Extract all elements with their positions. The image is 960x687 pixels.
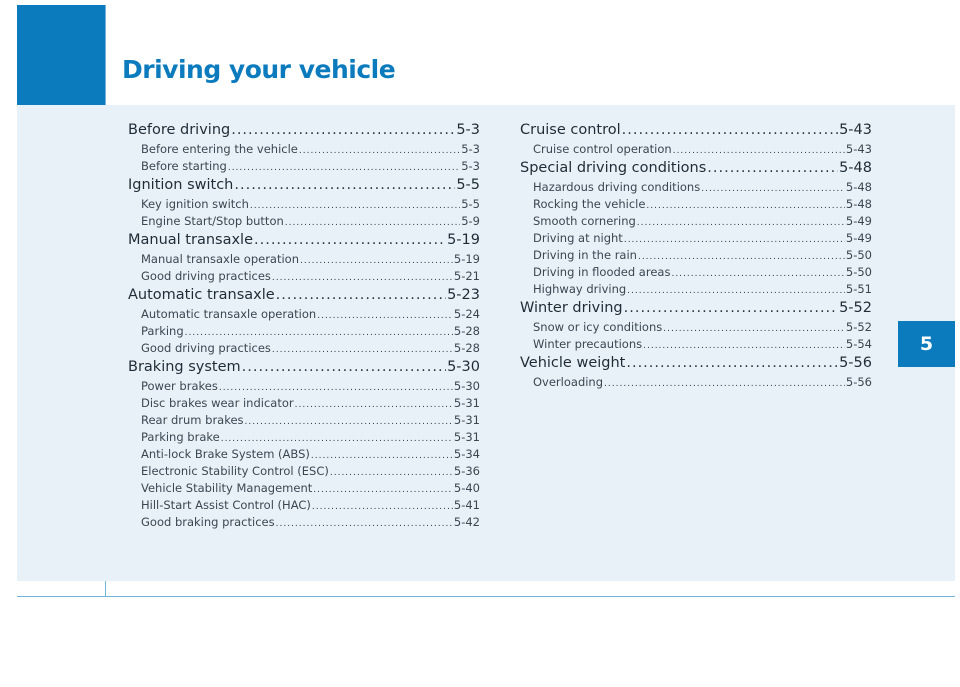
toc-entry-title: Before starting — [141, 159, 227, 173]
toc-entry-title: Engine Start/Stop button — [141, 214, 284, 228]
toc-entry-title: Overloading — [533, 375, 604, 389]
toc-entry-page: 5-41 — [453, 498, 480, 512]
toc-entry-title: Before entering the vehicle — [141, 142, 298, 156]
toc-entry-page: 5-34 — [453, 447, 480, 461]
toc-entry-page: 5-48 — [839, 160, 872, 176]
dot-leader — [626, 353, 838, 374]
toc-section-manual-transaxle[interactable] — [128, 230, 480, 251]
dot-leader — [312, 499, 453, 514]
toc-entry-title: Hill-Start Assist Control (HAC) — [141, 498, 311, 512]
dot-leader — [272, 270, 453, 285]
toc-section-ignition-switch[interactable] — [128, 175, 480, 196]
toc-entry-title: Good braking practices — [141, 515, 275, 529]
toc-entry-page: 5-49 — [845, 214, 872, 228]
toc-entry-page: 5-28 — [453, 324, 480, 338]
toc-item-good-driving-practices[interactable] — [128, 340, 480, 357]
toc-item-hazardous-driving-conditions[interactable] — [520, 179, 872, 196]
dot-leader — [242, 357, 446, 378]
toc-entry-page: 5-21 — [453, 269, 480, 283]
toc-item-overloading[interactable] — [520, 374, 872, 391]
toc-item-before-entering-the-vehicle[interactable] — [128, 141, 480, 158]
toc-item-rear-drum-brakes[interactable] — [128, 412, 480, 429]
toc-entry-page: 5-5 — [461, 197, 480, 211]
toc-entry-page: 5-56 — [845, 375, 872, 389]
dot-leader — [701, 181, 845, 196]
dot-leader — [219, 380, 453, 395]
toc-entry-title: Automatic transaxle operation — [141, 307, 317, 321]
toc-entry-page: 5-48 — [845, 197, 872, 211]
toc-item-driving-in-the-rain[interactable] — [520, 247, 872, 264]
toc-item-electronic-stability-control-esc[interactable] — [128, 463, 480, 480]
toc-entry-page: 5-9 — [461, 214, 480, 228]
toc-entry-page: 5-3 — [456, 122, 480, 138]
dot-leader — [673, 143, 845, 158]
horizontal-rule — [17, 596, 955, 597]
header-color-block — [17, 5, 106, 105]
toc-entry-title: Electronic Stability Control (ESC) — [141, 464, 329, 478]
toc-entry-title: Good driving practices — [141, 269, 271, 283]
dot-leader — [234, 175, 455, 196]
dot-leader — [671, 266, 844, 281]
dot-leader — [250, 198, 460, 213]
toc-entry-page: 5-48 — [845, 180, 872, 194]
dot-leader — [643, 338, 845, 353]
toc-item-anti-lock-brake-system-abs[interactable] — [128, 446, 480, 463]
dot-leader — [272, 342, 453, 357]
toc-entry-title: Driving in the rain — [533, 248, 637, 262]
toc-entry-page: 5-3 — [461, 142, 480, 156]
dot-leader — [646, 198, 844, 213]
toc-entry-page: 5-43 — [839, 122, 872, 138]
toc-entry-page: 5-19 — [447, 232, 480, 248]
toc-entry-page: 5-51 — [845, 282, 872, 296]
toc-item-driving-in-flooded-areas[interactable] — [520, 264, 872, 281]
toc-column-right — [520, 120, 872, 391]
toc-entry-page: 5-52 — [839, 300, 872, 316]
dot-leader — [231, 120, 455, 141]
toc-entry-title: Winter driving — [520, 300, 623, 316]
dot-leader — [317, 308, 453, 323]
toc-entry-page: 5-31 — [453, 413, 480, 427]
toc-item-highway-driving[interactable] — [520, 281, 872, 298]
toc-entry-title: Vehicle weight — [520, 355, 626, 371]
toc-item-cruise-control-operation[interactable] — [520, 141, 872, 158]
toc-item-parking-brake[interactable] — [128, 429, 480, 446]
toc-item-automatic-transaxle-operation[interactable] — [128, 306, 480, 323]
toc-entry-title: Cruise control — [520, 122, 621, 138]
dot-leader — [707, 158, 838, 179]
toc-entry-page: 5-42 — [453, 515, 480, 529]
dot-leader — [285, 215, 460, 230]
toc-entry-page: 5-40 — [453, 481, 480, 495]
toc-item-parking[interactable] — [128, 323, 480, 340]
toc-item-before-starting[interactable] — [128, 158, 480, 175]
toc-entry-page: 5-24 — [453, 307, 480, 321]
toc-entry-page: 5-19 — [453, 252, 480, 266]
toc-entry-title: Good driving practices — [141, 341, 271, 355]
toc-section-before-driving[interactable] — [128, 120, 480, 141]
toc-entry-title: Power brakes — [141, 379, 218, 393]
dot-leader — [221, 431, 453, 446]
toc-entry-title: Special driving conditions — [520, 160, 707, 176]
toc-entry-title: Cruise control operation — [533, 142, 672, 156]
dot-leader — [663, 321, 845, 336]
dot-leader — [300, 253, 453, 268]
toc-item-manual-transaxle-operation[interactable] — [128, 251, 480, 268]
toc-item-driving-at-night[interactable] — [520, 230, 872, 247]
dot-leader — [627, 283, 845, 298]
toc-section-winter-driving[interactable] — [520, 298, 872, 319]
toc-entry-page: 5-5 — [456, 177, 480, 193]
toc-entry-page: 5-43 — [845, 142, 872, 156]
toc-section-cruise-control[interactable] — [520, 120, 872, 141]
chapter-tab[interactable]: 5 — [898, 321, 955, 367]
toc-item-snow-or-icy-conditions[interactable] — [520, 319, 872, 336]
toc-entry-title: Hazardous driving conditions — [533, 180, 701, 194]
toc-entry-title: Key ignition switch — [141, 197, 249, 211]
toc-section-vehicle-weight[interactable] — [520, 353, 872, 374]
toc-section-braking-system[interactable] — [128, 357, 480, 378]
toc-entry-title: Winter precautions — [533, 337, 643, 351]
toc-entry-title: Parking — [141, 324, 184, 338]
toc-entry-page: 5-50 — [845, 265, 872, 279]
toc-entry-title: Highway driving — [533, 282, 627, 296]
toc-item-winter-precautions[interactable] — [520, 336, 872, 353]
toc-entry-page: 5-54 — [845, 337, 872, 351]
toc-item-hill-start-assist-control-hac[interactable] — [128, 497, 480, 514]
toc-item-key-ignition-switch[interactable] — [128, 196, 480, 213]
toc-entry-title: Rear drum brakes — [141, 413, 244, 427]
toc-entry-page: 5-52 — [845, 320, 872, 334]
dot-leader — [299, 143, 460, 158]
toc-entry-title: Manual transaxle — [128, 232, 253, 248]
toc-entry-title: Ignition switch — [128, 177, 234, 193]
toc-item-good-driving-practices[interactable] — [128, 268, 480, 285]
toc-entry-title: Disc brakes wear indicator — [141, 396, 294, 410]
dot-leader — [228, 160, 460, 175]
toc-entry-page: 5-30 — [447, 359, 480, 375]
toc-entry-title: Parking brake — [141, 430, 220, 444]
page-title: Driving your vehicle — [122, 55, 396, 84]
toc-entry-title: Smooth cornering — [533, 214, 636, 228]
toc-entry-page: 5-3 — [461, 159, 480, 173]
toc-item-smooth-cornering[interactable] — [520, 213, 872, 230]
dot-leader — [185, 325, 453, 340]
toc-column-left — [128, 120, 480, 531]
dot-leader — [254, 230, 446, 251]
toc-entry-title: Driving in flooded areas — [533, 265, 671, 279]
toc-entry-page: 5-31 — [453, 430, 480, 444]
toc-item-vehicle-stability-management[interactable] — [128, 480, 480, 497]
toc-entry-title: Anti-lock Brake System (ABS) — [141, 447, 310, 461]
toc-entry-title: Manual transaxle operation — [141, 252, 300, 266]
toc-entry-title: Driving at night — [533, 231, 623, 245]
toc-entry-page: 5-30 — [453, 379, 480, 393]
toc-entry-title: Automatic transaxle — [128, 287, 275, 303]
dot-leader — [624, 298, 838, 319]
toc-entry-page: 5-36 — [453, 464, 480, 478]
dot-leader — [311, 448, 453, 463]
toc-entry-title: Snow or icy conditions — [533, 320, 663, 334]
toc-section-special-driving-conditions[interactable] — [520, 158, 872, 179]
toc-item-engine-start-stop-button[interactable] — [128, 213, 480, 230]
dot-leader — [245, 414, 453, 429]
toc-entry-page: 5-56 — [839, 355, 872, 371]
toc-item-good-braking-practices[interactable] — [128, 514, 480, 531]
toc-section-automatic-transaxle[interactable] — [128, 285, 480, 306]
dot-leader — [276, 285, 446, 306]
dot-leader — [330, 465, 453, 480]
toc-entry-page: 5-49 — [845, 231, 872, 245]
toc-entry-page: 5-23 — [447, 287, 480, 303]
toc-entry-page: 5-50 — [845, 248, 872, 262]
dot-leader — [295, 397, 453, 412]
dot-leader — [637, 215, 845, 230]
dot-leader — [638, 249, 845, 264]
toc-entry-page: 5-31 — [453, 396, 480, 410]
toc-item-disc-brakes-wear-indicator[interactable] — [128, 395, 480, 412]
toc-entry-title: Braking system — [128, 359, 241, 375]
dot-leader — [604, 376, 845, 391]
toc-entry-page: 5-28 — [453, 341, 480, 355]
dot-leader — [276, 516, 453, 531]
toc-item-rocking-the-vehicle[interactable] — [520, 196, 872, 213]
toc-entry-title: Rocking the vehicle — [533, 197, 646, 211]
dot-leader — [624, 232, 845, 247]
toc-entry-title: Vehicle Stability Management — [141, 481, 313, 495]
toc-entry-title: Before driving — [128, 122, 231, 138]
dot-leader — [622, 120, 838, 141]
dot-leader — [313, 482, 453, 497]
toc-item-power-brakes[interactable] — [128, 378, 480, 395]
